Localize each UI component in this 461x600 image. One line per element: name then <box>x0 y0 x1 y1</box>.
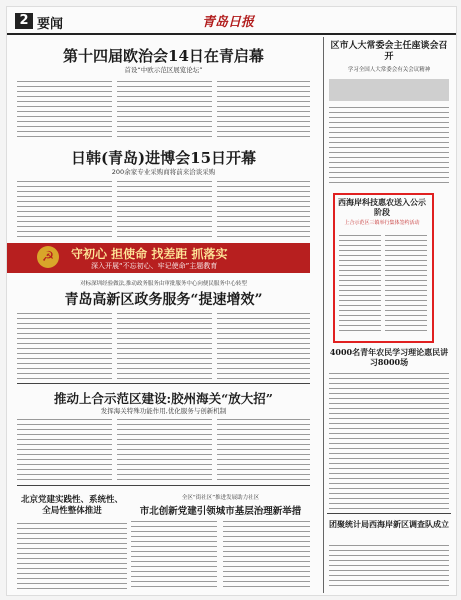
kicker-shibei: 全区“街社区”推进发展助力社区 <box>181 495 260 501</box>
body-text <box>17 179 112 237</box>
body-text <box>131 519 217 589</box>
body-text <box>217 417 310 481</box>
body-text <box>117 417 212 481</box>
body-text <box>17 311 112 379</box>
subhead-customs: 发挥海关特殊功能作用,优化服务与创新机制 <box>100 407 227 415</box>
kicker-gov-service: 对标深圳经验做法,推动政务服务由审批服务中心向便民服务中心转型 <box>80 281 247 287</box>
headline-tech-farming: 西海岸科技惠农送入公示阶段 <box>338 197 426 217</box>
divider <box>17 383 310 384</box>
masthead-logo: 青岛日报 <box>202 15 255 30</box>
body-text <box>217 179 310 237</box>
body-text <box>17 521 127 589</box>
subhead-tech-farming: 上合示范区三镇举行集体签约活动 <box>344 220 420 226</box>
subhead-npc-meeting: 学习全国人大常委会有关会议精神 <box>347 67 431 73</box>
section-name: 要闻 <box>37 17 64 32</box>
subhead-euro-fair: 首设“中欧示范区展览论坛” <box>124 66 203 74</box>
headline-import-expo: 日韩(青岛)进博会15日开幕 <box>70 149 257 167</box>
body-text <box>117 311 212 379</box>
newspaper-page <box>6 6 457 596</box>
divider <box>327 513 451 514</box>
headline-customs: 推动上合示范区建设:胶州海关“放大招” <box>54 391 273 406</box>
banner-subtitle: 深入开展“不忘初心、牢记使命”主题教育 <box>91 262 218 270</box>
headline-npc-meeting: 区市人大常委会主任座谈会召开 <box>330 41 448 62</box>
page-header <box>7 7 456 35</box>
headline-statistics-team: 团聚统计局西海岸新区调查队成立 <box>329 519 449 529</box>
page-number: 2 <box>15 13 33 29</box>
body-text <box>17 79 112 137</box>
headline-party-building: 北京党建实践性、系统性、全局性整体推进 <box>20 495 123 516</box>
photo <box>329 79 449 101</box>
headline-shibei: 市北创新党建引领城市基层治理新举措 <box>139 506 302 517</box>
party-emblem-icon: ☭ <box>37 246 59 268</box>
body-text <box>329 543 449 589</box>
body-text <box>329 371 449 509</box>
subhead-import-expo: 200余家专业采购商将前来洽谈采购 <box>111 168 216 176</box>
headline-gov-service: 青岛高新区政务服务“提速增效” <box>64 292 263 308</box>
body-text <box>339 233 381 333</box>
body-text <box>385 233 427 333</box>
body-text <box>217 311 310 379</box>
theme-banner <box>7 243 310 273</box>
banner-title: 守初心 担使命 找差距 抓落实 <box>71 247 228 261</box>
divider <box>17 485 310 486</box>
headline-youth-farmers: 4000名青年农民学习理论惠民讲习8000场 <box>329 347 449 367</box>
body-text <box>223 519 310 589</box>
body-text <box>329 105 449 187</box>
body-text <box>17 417 112 481</box>
column-divider <box>323 37 324 593</box>
body-text <box>117 179 212 237</box>
headline-euro-fair: 第十四届欧治会14日在青启幕 <box>63 47 264 65</box>
body-text <box>117 79 212 137</box>
body-text <box>217 79 310 137</box>
